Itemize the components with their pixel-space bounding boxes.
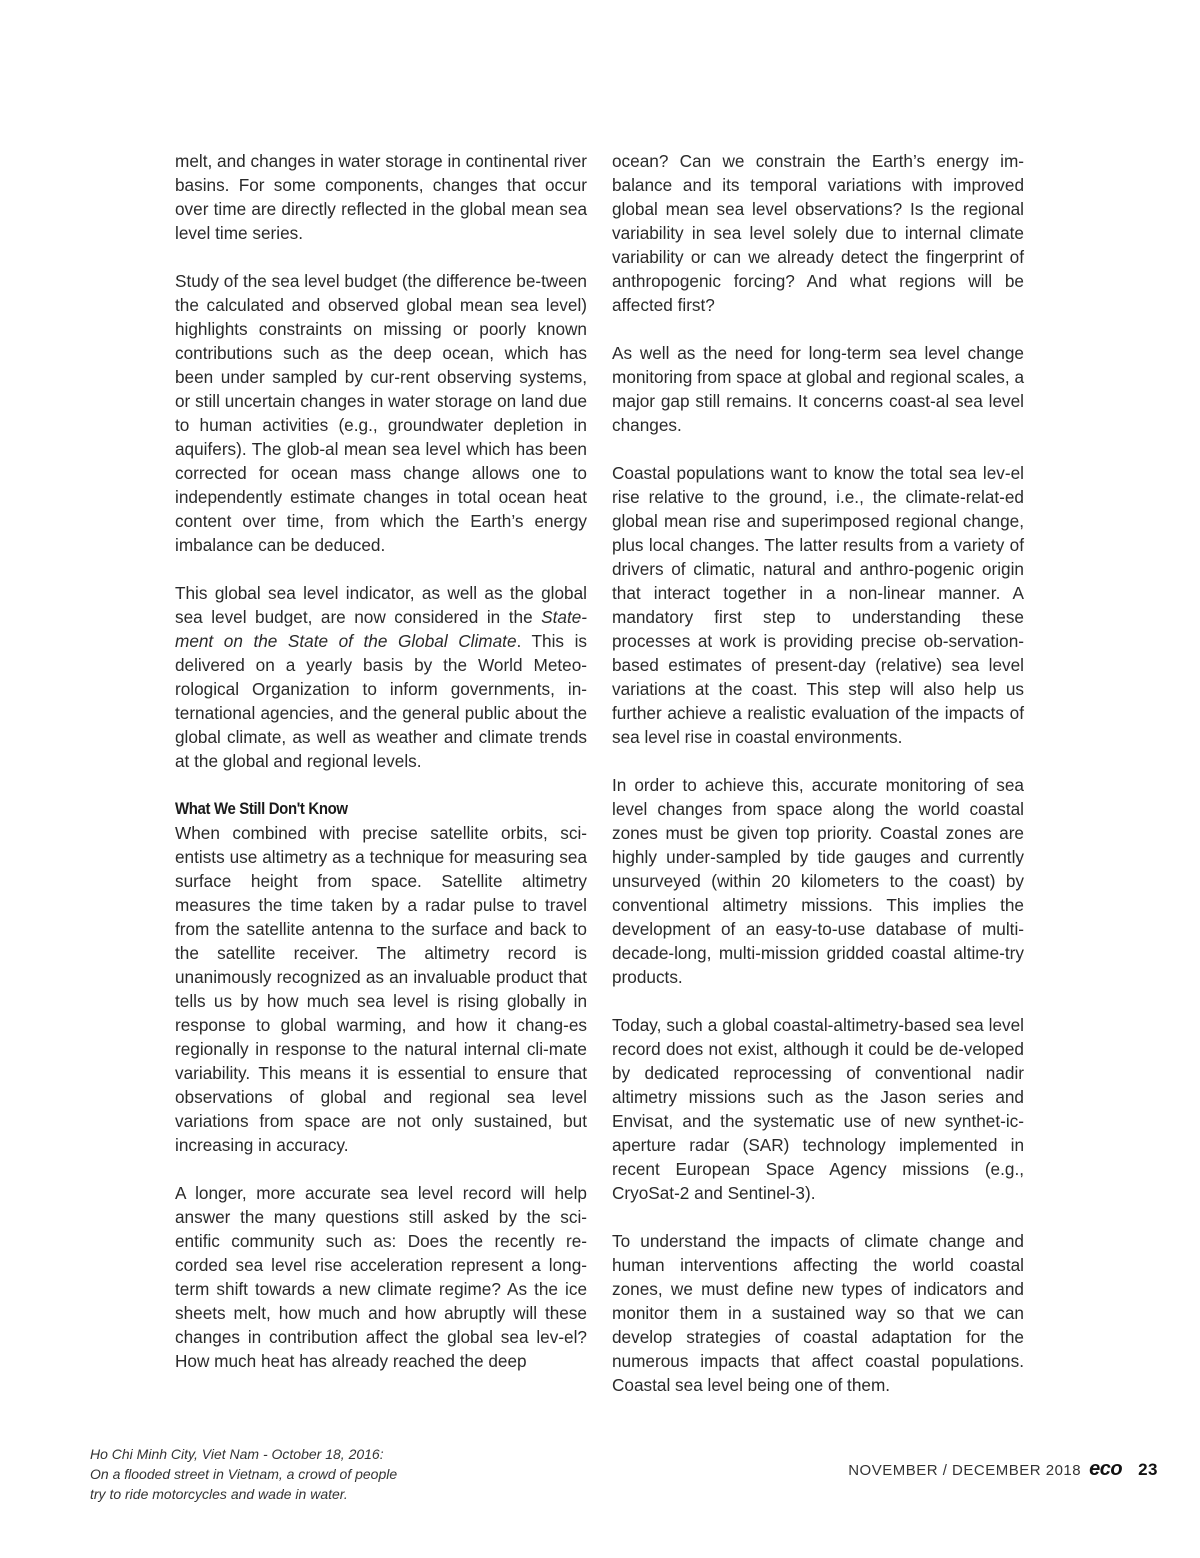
body-paragraph: To understand the impacts of climate change and human interventions affecting the world coastal zones, we must define new types of indicators and monitor them in a sustained way so that we can develop strategies of coastal adaptation for the numerous impacts that affect coastal populations. Coastal sea level being one of them. xyxy=(612,1231,1024,1395)
page-number: 23 xyxy=(1138,1460,1158,1479)
body-paragraph: A longer, more accurate sea level record will help answer the many questions still asked by the sci-entific community such as: Does the recently re-corded sea level rise acceleration represent a long-term shift towards a new climate regime? As the ice sheets melt, how much and how abruptly will these changes in contribution affect the global sea lev-el? How much heat has already reached the deep xyxy=(175,1183,587,1371)
caption-line: try to ride motorcycles and wade in water. xyxy=(90,1486,348,1502)
caption-line: Ho Chi Minh City, Viet Nam - October 18, 2016: xyxy=(90,1446,384,1462)
body-paragraph: Coastal populations want to know the total sea lev-el rise relative to the ground, i.e., the climate-relat-ed global mean rise and superimposed regional change, plus local changes. The latter results from a variety of drivers of climatic, natural and anthro-pogenic origin that interact together in a non-linear manner. A mandatory first step to understanding these processes at work is providing precise ob-servation-based estimates of present-day (relative) sea level variations at the coast. This step will also help us further achieve a realistic evaluation of the impacts of sea level rise in coastal environments. xyxy=(612,463,1024,747)
body-paragraph: Today, such a global coastal-altimetry-based sea level record does not exist, although it could be de-veloped by dedicated reprocessing of conventional nadir altimetry missions such as the Jason series and Envisat, and the systematic use of new synthet-ic-aperture radar (SAR) technology implemented in recent European Space Agency missions (e.g., CryoSat-2 and Sentinel-3). xyxy=(612,1015,1024,1203)
body-text: This global sea level indicator, as well as the global sea level budget, are now considered in the xyxy=(175,583,587,627)
body-paragraph: melt, and changes in water storage in continental river basins. For some components, changes that occur over time are directly reflected in the global mean sea level time series. xyxy=(175,151,587,243)
body-paragraph: Study of the sea level budget (the difference be-tween the calculated and observed global mean sea level) highlights constraints on missing or poorly known contributions such as the deep ocean, which has been under sampled by cur-rent observing systems, or still uncertain changes in water storage on land due to human activities (e.g., groundwater depletion in aquifers). The glob-al mean sea level which has been corrected for ocean mass change allows one to independently estimate changes in total ocean heat content over time, from which the Earth’s energy imbalance can be deduced. xyxy=(175,271,587,555)
body-paragraph: In order to achieve this, accurate monitoring of sea level changes from space along the world coastal zones must be given top priority. Coastal zones are highly under-sampled by tide gauges and currently unsurveyed (within 20 kilometers to the coast) by conventional altimetry missions. This implies the development of an easy-to-use database of multi-decade-long, multi-mission gridded coastal altime-try products. xyxy=(612,775,1024,987)
body-paragraph: As well as the need for long-term sea level change monitoring from space at global and regional scales, a major gap still remains. It concerns coast-al sea level changes. xyxy=(612,343,1024,435)
left-column xyxy=(175,149,587,1373)
photo-caption xyxy=(90,1444,450,1504)
body-paragraph: ocean? Can we constrain the Earth’s energy im-balance and its temporal variations with improved global mean sea level observations? Is the regional variability in sea level solely due to internal climate variability or can we already detect the fingerprint of anthropogenic forcing? And what regions will be affected first? xyxy=(612,151,1024,315)
section-heading: What We Still Don't Know xyxy=(175,799,348,818)
body-paragraph: When combined with precise satellite orbits, sci-entists use altimetry as a technique for measuring sea surface height from space. Satellite altimetry measures the time taken by a radar pulse to travel from the satellite antenna to the surface and back to the satellite receiver. The altimetry record is unanimously recognized as an invaluable product that tells us by how much sea level is rising globally in response to global warming, and how it chang-es regionally in response to the natural internal cli-mate variability. This means it is essential to ensure that observations of global and regional sea level variations from space are not only sustained, but increasing in accuracy. xyxy=(175,823,587,1155)
magazine-logo: eco xyxy=(1089,1458,1123,1480)
issue-date: NOVEMBER / DECEMBER 2018 xyxy=(848,1462,1082,1479)
caption-line: On a flooded street in Vietnam, a crowd of people xyxy=(90,1466,398,1482)
right-column xyxy=(612,149,1024,1397)
body-paragraph xyxy=(175,581,587,773)
page-footer xyxy=(848,1458,1158,1481)
body-text: . This is delivered on a yearly basis by the World Meteo-rological Organization to inform governments, in-ternational agencies, and the general public about the global climate, as well as weather and climate trends at the global and regional levels. xyxy=(175,631,587,771)
publication-title: State-ment on the State of the Global Climate xyxy=(175,607,587,651)
